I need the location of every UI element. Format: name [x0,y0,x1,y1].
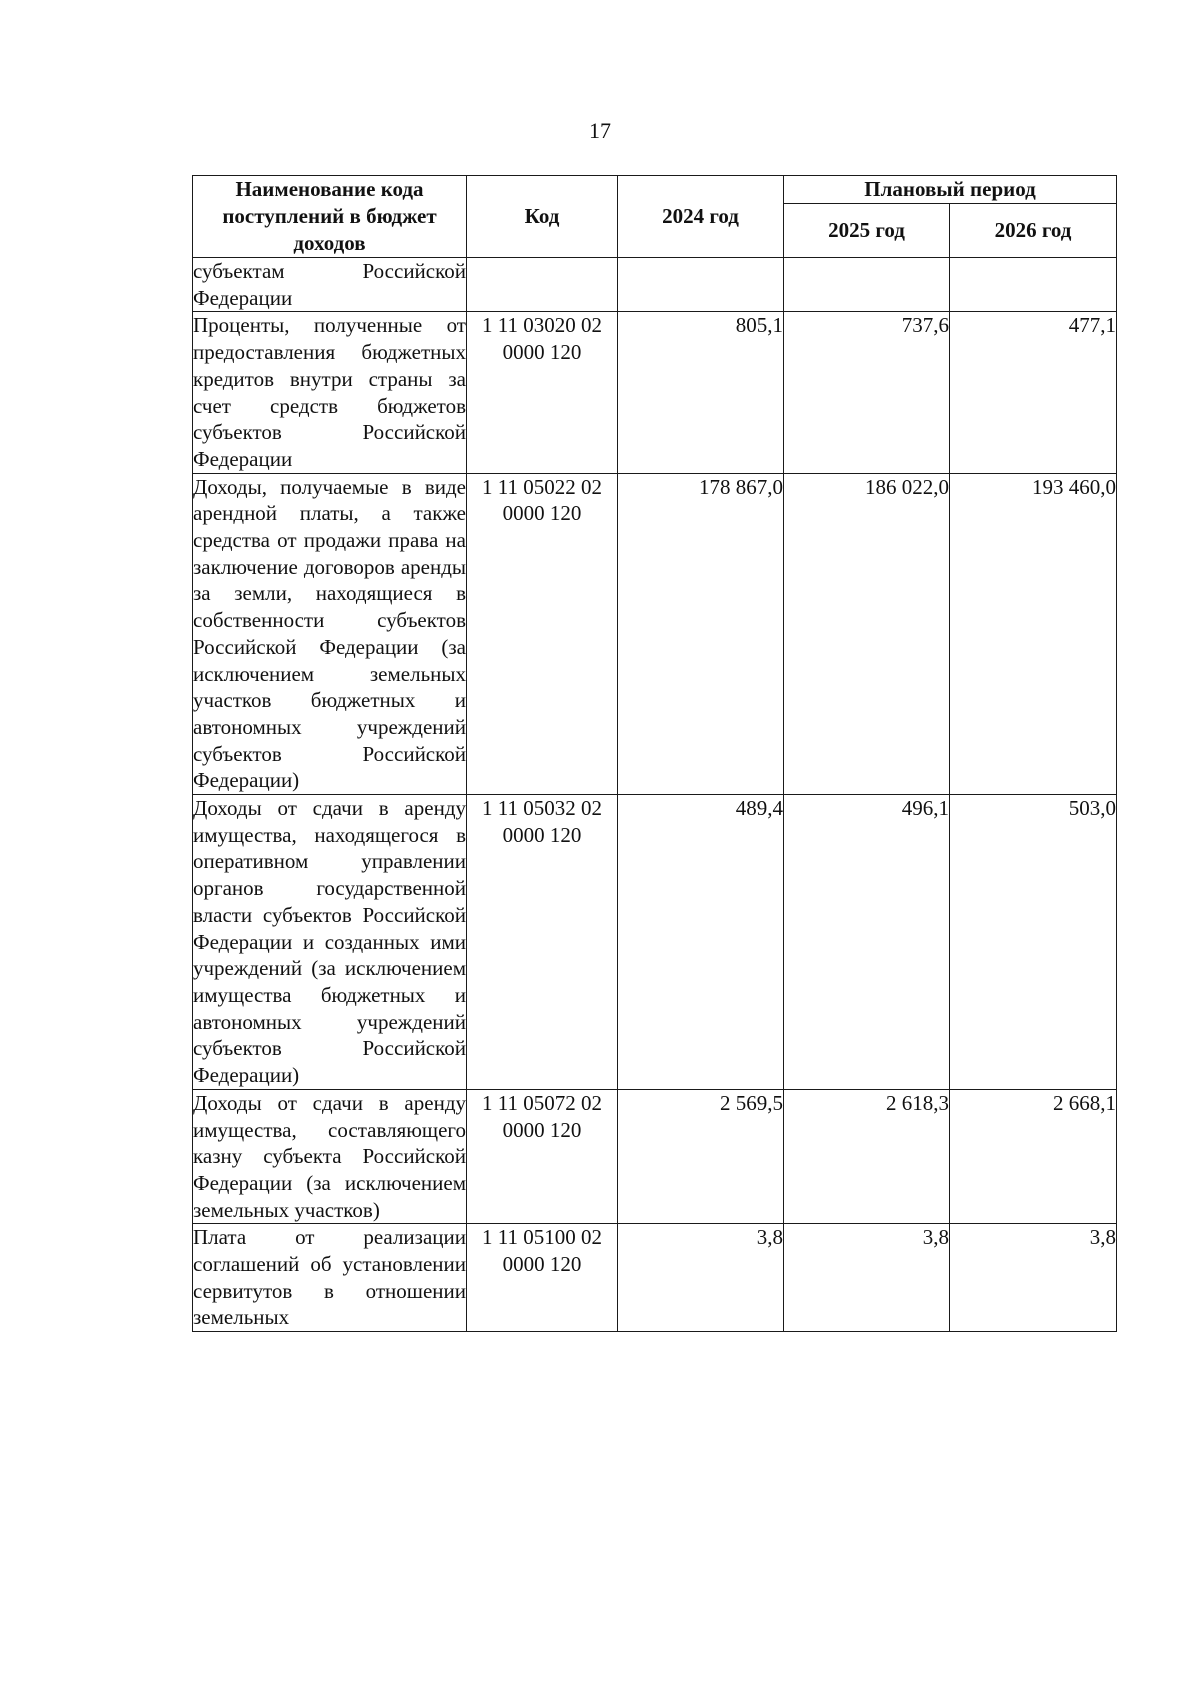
row-value-2024: 805,1 [618,312,784,473]
row-value-2025: 496,1 [784,795,950,1090]
row-value-2024 [618,258,784,312]
row-code: 1 11 05032 02 0000 120 [467,795,618,1090]
row-value-2025: 3,8 [784,1224,950,1332]
row-value-2026: 193 460,0 [950,473,1117,794]
table-row [193,473,1117,794]
row-value-2026: 503,0 [950,795,1117,1090]
row-code: 1 11 05022 02 0000 120 [467,473,618,794]
header-year-2025: 2025 год [784,204,950,258]
header-planned-period: Плановый период [784,176,1117,204]
table-row [193,1089,1117,1224]
header-code: Код [467,176,618,258]
table-row [193,258,1117,312]
row-value-2026: 477,1 [950,312,1117,473]
row-value-2025 [784,258,950,312]
page-number: 17 [589,118,611,143]
table-row [193,1224,1117,1332]
row-value-2024: 3,8 [618,1224,784,1332]
row-code: 1 11 03020 02 0000 120 [467,312,618,473]
row-name: субъектам Российской Федерации [193,258,467,312]
row-value-2024: 178 867,0 [618,473,784,794]
row-value-2025: 737,6 [784,312,950,473]
table-row [193,312,1117,473]
row-value-2024: 489,4 [618,795,784,1090]
row-name: Доходы от сдачи в аренду имущества, составляющего казну субъекта Российской Федерации (за исключением земельных участков) [193,1089,467,1224]
row-name: Доходы, получаемые в виде арендной платы, а также средства от продажи права на заключение договоров аренды за земли, находящиеся в собственности субъектов Российской Федерации (за исключением земельных участков бюджетных и автономных учреждений субъектов Российской Федерации) [193,473,467,794]
row-name: Проценты, полученные от предоставления бюджетных кредитов внутри страны за счет средств бюджетов субъектов Российской Федерации [193,312,467,473]
row-value-2025: 186 022,0 [784,473,950,794]
row-value-2026: 2 668,1 [950,1089,1117,1224]
row-value-2025: 2 618,3 [784,1089,950,1224]
row-name: Доходы от сдачи в аренду имущества, находящегося в оперативном управлении органов государственной власти субъектов Российской Федерации и созданных ими учреждений (за исключением имущества бюджетных и автономных учреждений субъектов Российской Федерации) [193,795,467,1090]
header-year-2024: 2024 год [618,176,784,258]
header-year-2026: 2026 год [950,204,1117,258]
row-value-2026 [950,258,1117,312]
row-code [467,258,618,312]
row-code: 1 11 05072 02 0000 120 [467,1089,618,1224]
header-name: Наименование кода поступлений в бюджет доходов [193,176,467,258]
row-name: Плата от реализации соглашений об установлении сервитутов в отношении земельных [193,1224,467,1332]
row-value-2026: 3,8 [950,1224,1117,1332]
revenue-table [192,175,1117,1332]
row-value-2024: 2 569,5 [618,1089,784,1224]
row-code: 1 11 05100 02 0000 120 [467,1224,618,1332]
table-row [193,795,1117,1090]
